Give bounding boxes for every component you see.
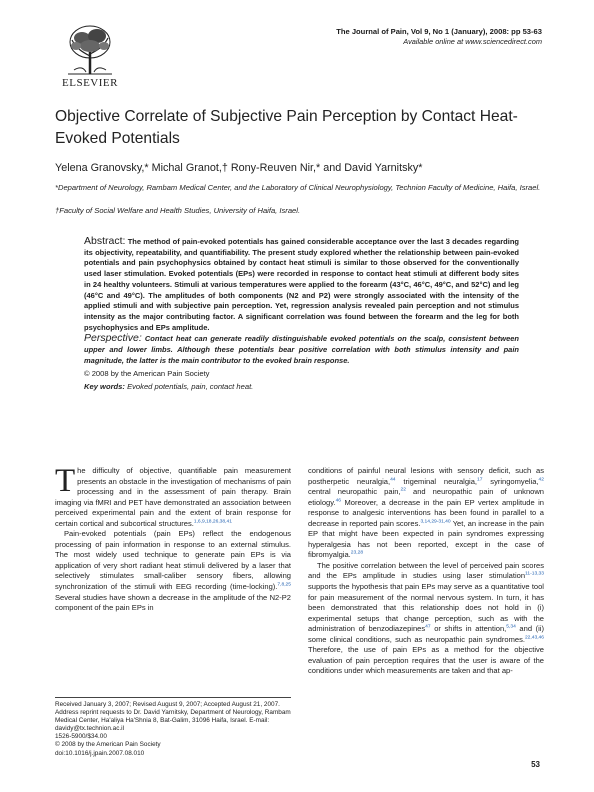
citation-ref[interactable]: 44 [390,477,396,483]
keywords-text: Evoked potentials, pain, contact heat. [127,382,254,392]
page-number: 53 [531,760,540,769]
citation-ref[interactable]: 3,14,29-31,40 [420,519,451,525]
intro-text: and (ii) some clinical conditions, such as neuropathic pain syndromes. [308,624,544,644]
citation-ref[interactable]: 11-13,33 [525,571,544,577]
availability-link[interactable]: Available online at www.sciencedirect.com [403,37,542,46]
intro-text: Yet, an increase in the pain EP that might have been expected in pain syndromes expressing hyperalgesia has not been reported, except in the case of fibromyalgia. [308,518,544,560]
footnote-copyright: © 2008 by the American Pain Society [55,741,161,749]
abstract-section [84,236,519,393]
intro-text: central neuropathic pain, [308,487,401,497]
abstract-paragraph [84,236,519,333]
citation-ref[interactable]: 42 [538,477,544,483]
intro-text: supports the hypothesis that pain EPs may serve as a quantitative tool for pain measurement of the normal nervous system. In turn, it has been demonstrated that this relationship does not hold in (i) experimental setups that change perception, such as with the administration of benzodiazepines [308,582,544,634]
intro-paragraph-3 [308,466,544,561]
citation-ref[interactable]: 22 [400,487,406,493]
keywords-label: Key words: [84,382,125,392]
intro-text: Moreover, a decrease in the pain EP vertex amplitude in response to analgesic interventions has been found in parallel to a decrease in reported pain scores. [308,497,544,528]
citation-ref[interactable]: 23,28 [350,550,364,556]
received-dates: Received January 3, 2007; Revised August 9, 2007; Accepted August 21, 2007. [55,701,280,708]
intro-paragraph-1 [55,463,291,529]
article-footnote [55,697,293,758]
body-column-left [55,463,291,614]
intro-paragraph-2 [55,529,291,613]
intro-text: trigeminal neuralgia, [395,476,478,486]
intro-text: The positive correlation between the level of perceived pain scores and the EPs amplitude in studies using laser stimulation [308,560,544,581]
elsevier-tree-icon [64,22,116,76]
doi-link[interactable]: doi:10.1016/j.jpain.2007.08.010 [55,749,145,757]
citation-ref[interactable]: 7,8,25 [277,582,291,588]
citation-ref[interactable]: 1,6,9,18,26,38,41 [193,519,232,525]
intro-text: he difficulty of objective, quantifiable pain measurement presents an obstacle in the investigation of mechanisms of pain processing and in the assessment of pain therapy. Brain imaging via fMRI and PET have demonstrated an association between perceived experimental pain and the extent of brain response for certain cortical and subcortical structures. [55,466,291,528]
intro-text: conditions of painful neural lesions with sensory deficit, such as postherpetic neuralgia, [308,466,544,486]
perspective-paragraph [84,333,519,366]
perspective-heading: Perspective: [84,332,142,345]
citation-ref[interactable]: 47 [425,624,431,630]
drop-cap: T [55,463,76,499]
intro-text: Several studies have shown a decrease in the amplitude of the N2-P2 component of the pain EPs in [55,592,291,613]
journal-citation: The Journal of Pain, Vol 9, No 1 (January), 2008: pp 53-63 [336,27,542,36]
citation-ref[interactable]: 22,43,46 [524,635,544,641]
issn: 1526-5900/$34.00 [55,733,107,741]
abstract-copyright: © 2008 by the American Pain Society [84,369,210,379]
article-title: Objective Correlate of Subjective Pain Perception by Contact Heat-Evoked Potentials [55,108,518,147]
intro-text: syringomyelia, [482,476,539,486]
citation-ref[interactable]: 46 [335,498,342,504]
affiliation-1: *Department of Neurology, Rambam Medical Center, and the Laboratory of Clinical Neurophysiology, Technion Faculty of Medicine, Haifa, Israel. [55,183,541,192]
citation-ref[interactable]: 5,34 [506,624,516,630]
footnote-divider [55,697,291,698]
logo-wordmark: ELSEVIER [62,77,118,89]
keywords [84,382,519,393]
reprint-address: Address reprint requests to Dr. David Yarnitsky, Department of Neurology, Rambam Medical Center, Ha'aliya Ha'Shnia 8, Bat-Galim, 31096 Haifa, Israel. E-mail: davidy@tx.technion.ac.il [55,709,291,733]
intro-text: or shifts in attention, [430,624,507,634]
intro-paragraph-4 [308,561,544,677]
intro-text: and neuropathic pain of unknown etiology. [308,487,544,507]
citation-ref[interactable]: 17 [477,477,483,483]
intro-text: Pain-evoked potentials (pain EPs) reflect the endogenous processing of pain information in response to an external stimulus. The most widely used technique to generate pain EPs is via application of very short radiant heat stimuli delivered by a laser that selectively stimulates small-caliber sensory fibers, allowing synchronization of the stimuli with EEG recording (time-locking). [55,529,291,592]
author-list: Yelena Granovsky,* Michal Granot,† Rony-Reuven Nir,* and David Yarnitsky* [55,162,423,174]
publisher-logo [55,22,125,90]
abstract-heading: Abstract: [84,235,126,247]
abstract-text: The method of pain-evoked potentials has gained considerable acceptance over the last 3 decades regarding its objectivity, repeatability, and quantifiability. The present study explored whether the relationship between pain-evoked potentials and pain psychophysics obtained by contact heat stimuli is similar to those observed for the conventionally used laser stimulation. Evoked potentials (EPs) were recorded in response to contact heat stimuli at different body sites in 24 healthy volunteers. Stimuli at various temperatures were applied to the forearm (43°C, 46°C, 49°C, and 52°C) and leg (46°C and 49°C). The amplitudes of both components (N2 and P2) were strongly associated with the intensity of the applied stimuli and with subjective pain perception. Yet, regression analysis revealed pain perception and not stimulus intensity as the major contributing factor. A significant correlation was found between the forearm and the leg for both psychophysics and EPs amplitude. [84,237,519,332]
body-column-right [308,466,544,677]
perspective-text: Contact heat can generate readily distinguishable evoked potentials on the scalp, consistent between upper and lower limbs. Although these potentials bear positive correlation with both stimulus intensity and pain magnitude, the latter is the main contributor to the evoked brain response. [84,334,520,365]
affiliation-2: †Faculty of Social Welfare and Health Studies, University of Haifa, Israel. [55,206,301,215]
intro-text: Therefore, the use of pain EPs as a method for the objective evaluation of pain perception requires that the user is aware of the conditions under which measurements are taken and that ap- [308,645,544,676]
